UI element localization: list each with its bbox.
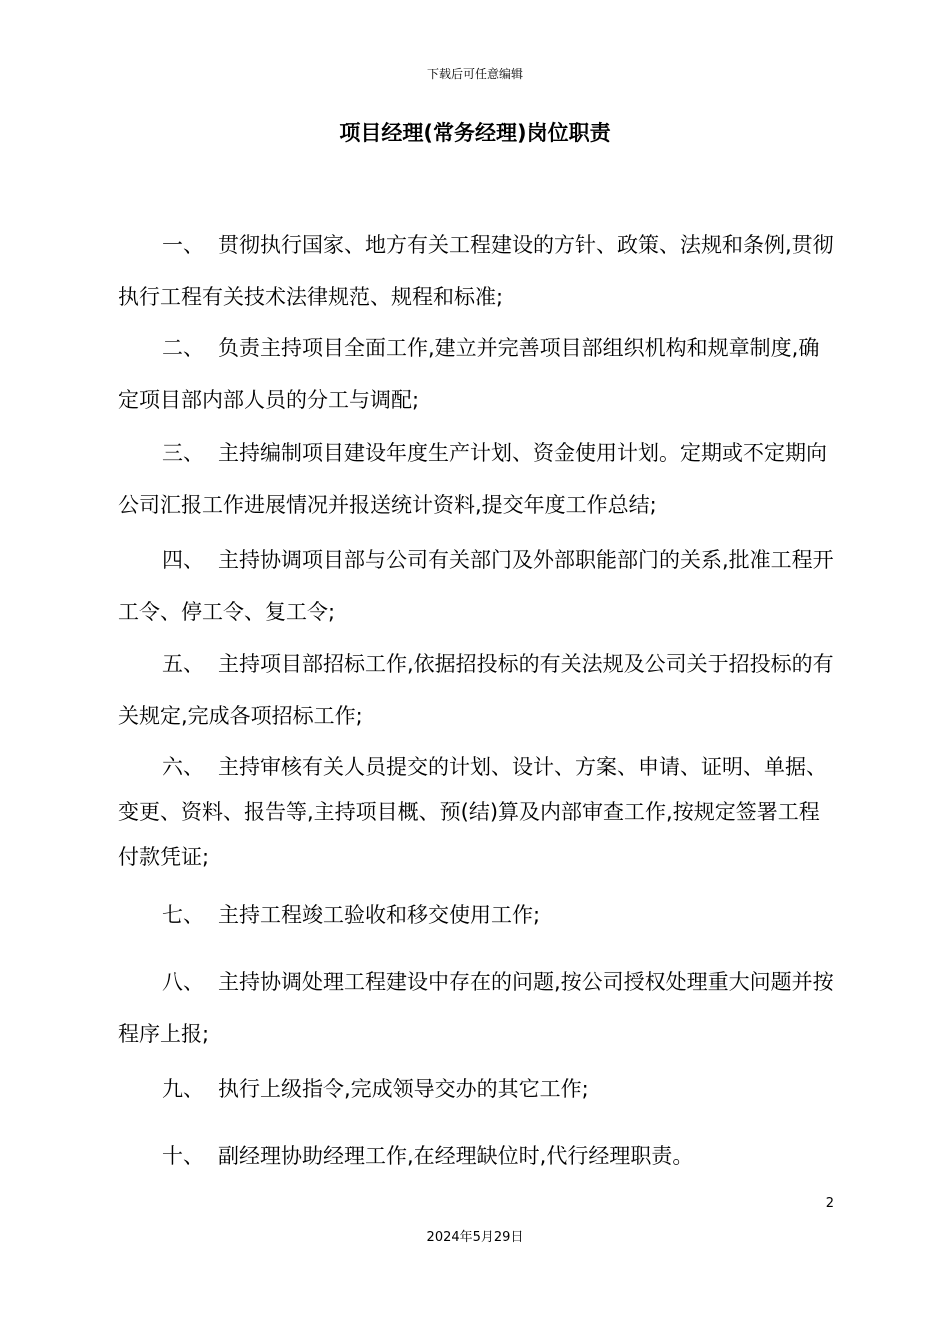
item-text: 主持审核有关人员提交的计划、设计、方案、申请、证明、单据、变更、资料、报告等,主持项目概、预(结)算及内部审查工作,按规定签署工程付款凭证;: [118, 755, 827, 869]
list-item-6: [118, 745, 834, 880]
list-item-2: [118, 322, 834, 426]
item-text: 主持项目部招标工作,依据招投标的有关法规及公司关于招投标的有关规定,完成各项招标工作;: [118, 652, 834, 728]
document-title: 项目经理(常务经理)岗位职责: [339, 121, 611, 145]
list-item-10: [118, 1130, 834, 1182]
list-item-3: [118, 427, 834, 531]
item-text: 负责主持项目全面工作,建立并完善项目部组织机构和规章制度,确定项目部内部人员的分工与调配;: [118, 336, 820, 412]
item-text: 主持工程竣工验收和移交使用工作;: [218, 903, 541, 927]
list-item-8: [118, 956, 834, 1060]
item-number: 四、: [162, 548, 204, 572]
item-number: 八、: [162, 970, 204, 994]
list-item-9: [118, 1063, 834, 1115]
item-number: 九、: [162, 1077, 204, 1101]
item-number: 一、: [162, 233, 204, 257]
item-number: 七、: [162, 903, 204, 927]
item-number: 五、: [162, 652, 204, 676]
list-item-7: [118, 889, 834, 941]
page-number: 2: [825, 1196, 834, 1211]
footer-date: 2024年5月29日: [426, 1230, 524, 1245]
item-text: 执行上级指令,完成领导交办的其它工作;: [218, 1077, 589, 1101]
item-text: 贯彻执行国家、地方有关工程建设的方针、政策、法规和条例,贯彻执行工程有关技术法律规范、规程和标准;: [118, 233, 834, 309]
page-header: 下载后可任意编辑: [426, 67, 523, 81]
item-text: 主持编制项目建设年度生产计划、资金使用计划。定期或不定期向公司汇报工作进展情况并报送统计资料,提交年度工作总结;: [118, 441, 827, 517]
item-number: 六、: [162, 755, 204, 779]
list-item-1: [118, 219, 834, 323]
item-text: 主持协调项目部与公司有关部门及外部职能部门的关系,批准工程开工令、停工令、复工令;: [118, 548, 834, 624]
item-number: 十、: [162, 1144, 204, 1168]
item-number: 三、: [162, 441, 204, 465]
list-item-4: [118, 534, 834, 638]
list-item-5: [118, 638, 834, 742]
item-text: 副经理协助经理工作,在经理缺位时,代行经理职责。: [218, 1144, 694, 1168]
item-number: 二、: [162, 336, 204, 360]
item-text: 主持协调处理工程建设中存在的问题,按公司授权处理重大问题并按程序上报;: [118, 970, 834, 1046]
